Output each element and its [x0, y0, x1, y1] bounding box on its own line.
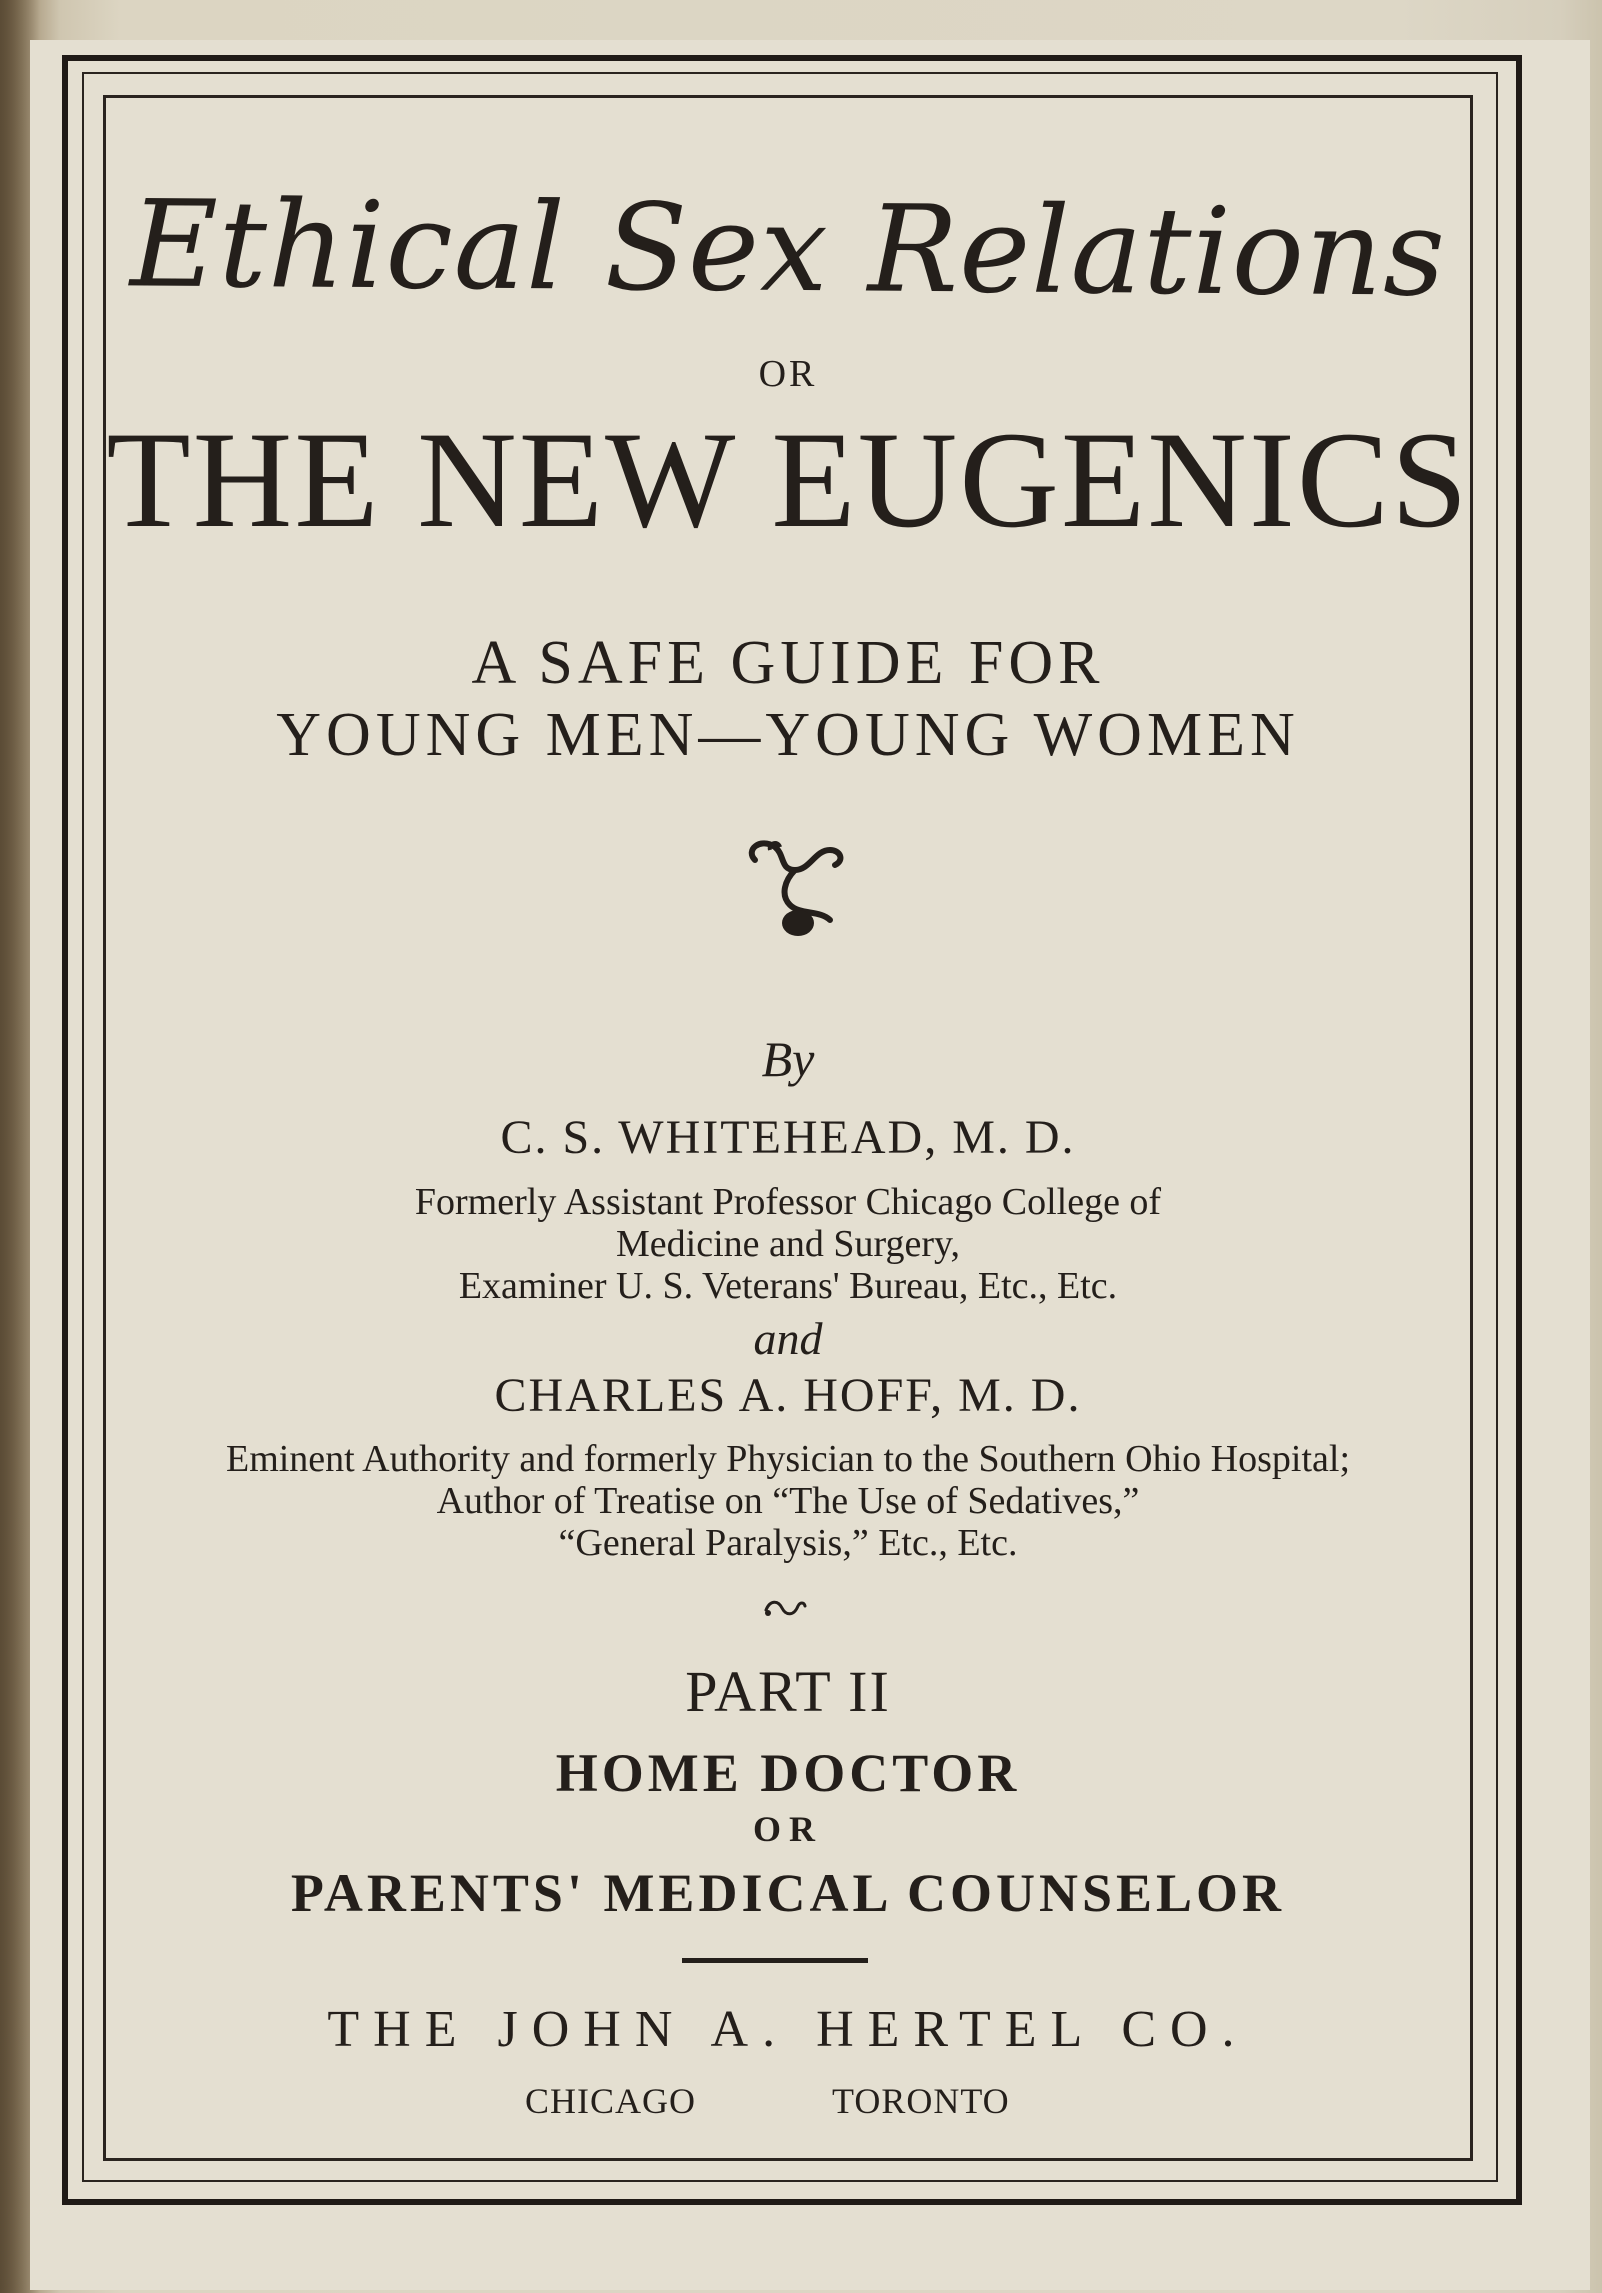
flourish-ornament — [740, 835, 860, 945]
author-2-credential: Eminent Authority and formerly Physician to the Southern Ohio Hospital; — [225, 1438, 1351, 1480]
divider-rule — [682, 1958, 868, 1963]
part-title-1: HOME DOCTOR — [555, 1743, 1021, 1803]
book-title: Ethical Sex Relations — [129, 175, 1447, 324]
part-title-2: PARENTS' MEDICAL COUNSELOR — [290, 1863, 1286, 1923]
main-title: THE NEW EUGENICS — [106, 403, 1470, 556]
publisher-name: THE JOHN A. HERTEL CO. — [327, 2001, 1249, 2058]
publisher-city: CHICAGO — [525, 2081, 697, 2121]
author-1-name: C. S. WHITEHEAD, M. D. — [500, 1111, 1076, 1164]
author-2-credential: “General Paralysis,” Etc., Etc. — [558, 1522, 1018, 1564]
by-label: By — [761, 1031, 815, 1087]
publisher-city: TORONTO — [832, 2081, 1010, 2121]
author-1-credential: Medicine and Surgery, — [615, 1223, 961, 1265]
or-connector-bottom: OR — [753, 1809, 823, 1849]
subtitle-line-2: YOUNG MEN—YOUNG WOMEN — [276, 701, 1300, 769]
subtitle-line-1: A SAFE GUIDE FOR — [471, 629, 1105, 697]
author-2-name: CHARLES A. HOFF, M. D. — [494, 1369, 1082, 1422]
author-1-credential: Formerly Assistant Professor Chicago College of — [414, 1181, 1162, 1223]
small-flourish-ornament — [762, 1596, 808, 1622]
part-heading: PART II — [685, 1659, 891, 1724]
author-2-credential: Author of Treatise on “The Use of Sedatives,” — [436, 1480, 1140, 1522]
and-label: and — [753, 1313, 823, 1364]
author-1-credential: Examiner U. S. Veterans' Bureau, Etc., Etc. — [458, 1265, 1118, 1307]
or-connector-top: OR — [758, 353, 818, 395]
